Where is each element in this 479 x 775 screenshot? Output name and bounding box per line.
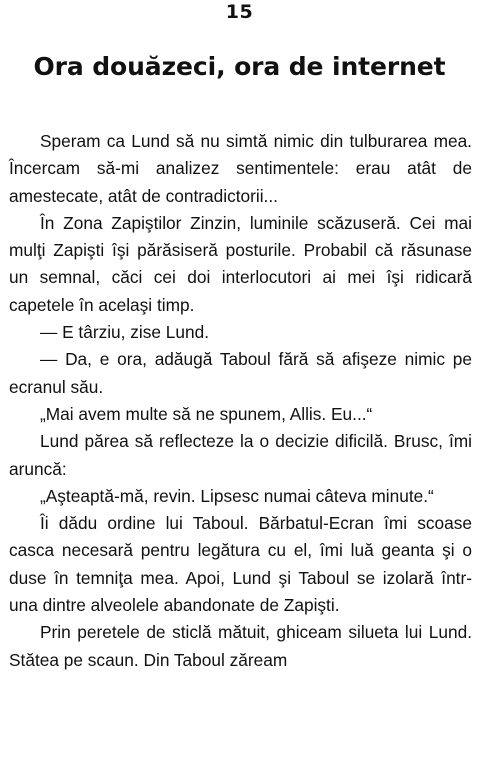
paragraph: „Aşteaptă-mă, revin. Lipsesc numai câteva minute.“ [40,485,434,506]
paragraph: Lund părea să reflecteze la o decizie dificilă. Brusc, îmi aruncă: [9,431,472,479]
chapter-title: Ora douăzeci, ora de internet [33,52,446,81]
paragraph: Îi dădu ordine lui Taboul. Bărbatul-Ecran îmi scoase casca necesară pentru legătura cu el, îmi luă geanta şi o duse în temniţa mea. Apoi, Lund şi Taboul se izolară într-una dintre alveolele abandonate de Zapişti. [9,513,472,616]
paragraph: — Da, e ora, adăugă Taboul fără să afişeze nimic pe ecranul său. [9,349,472,397]
paragraph: Speram ca Lund să nu simtă nimic din tulburarea mea. Încercam să-mi analizez sentimentele: erau atât de amestecate, atât de contradictorii... [9,131,472,206]
paragraph: — E târziu, zise Lund. [40,322,210,343]
chapter-body [9,128,472,674]
paragraph: „Mai avem multe să ne spunem, Allis. Eu...“ [40,403,373,424]
paragraph: În Zona Zapiştilor Zinzin, luminile scăzuseră. Cei mai mulţi Zapişti îşi părăsiseră posturile. Probabil că răsunase un semnal, căci cei doi interlocutori ai mei îşi ridicară capetele în acelaşi timp. [9,212,472,315]
page-number: 15 [225,1,254,23]
paragraph: Prin peretele de sticlă mătuit, ghiceam silueta lui Lund. Stătea pe scaun. Din Taboul zăream [9,622,472,670]
